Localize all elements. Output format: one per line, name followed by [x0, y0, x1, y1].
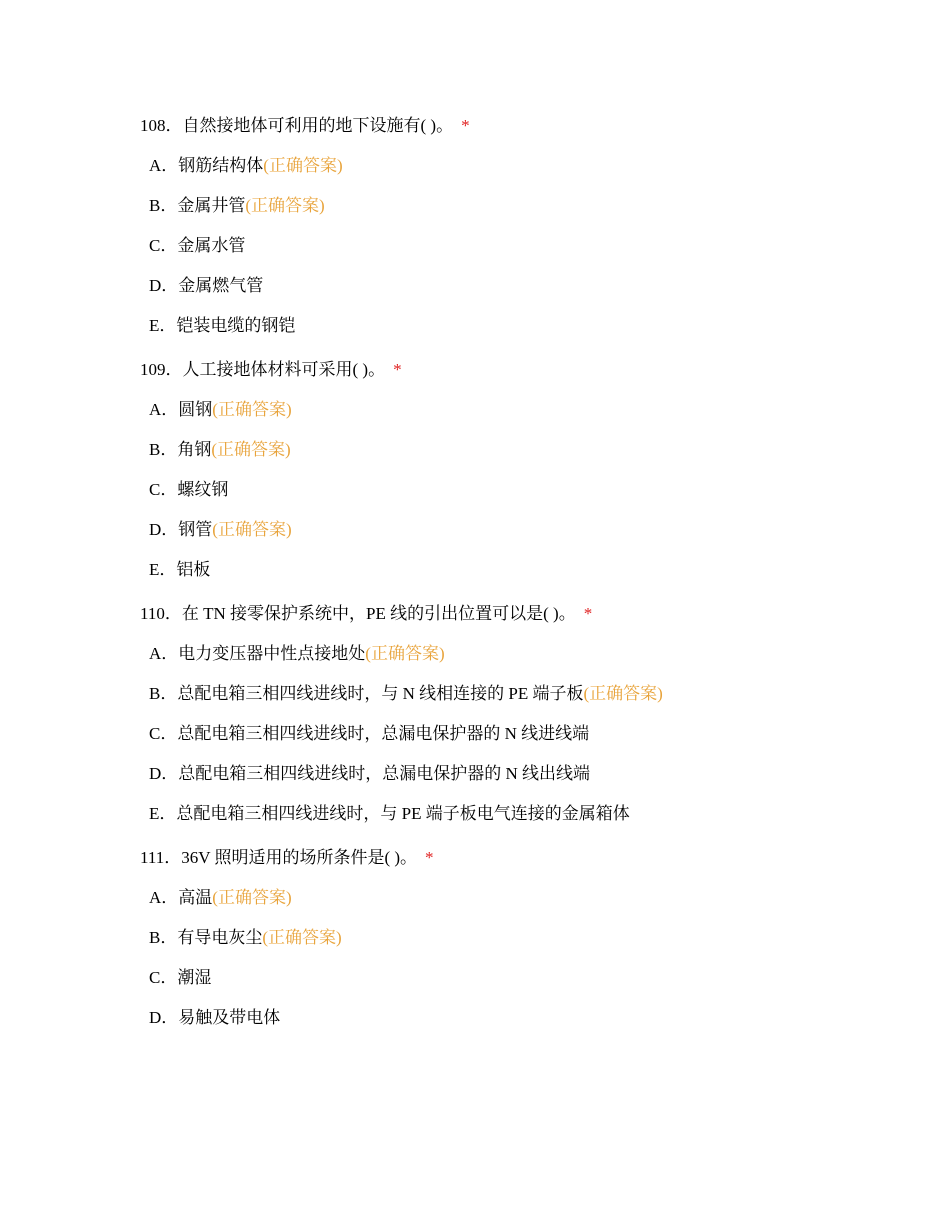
question-text: 108．自然接地体可利用的地下设施有( )。 [140, 116, 454, 135]
option-text: A．圆钢 [149, 400, 213, 419]
option-text: D．易触及带电体 [149, 1008, 281, 1027]
required-star: * [425, 848, 434, 867]
option-text: E．铠装电缆的钢铠 [149, 316, 296, 335]
question-text: 110．在 TN 接零保护系统中，PE 线的引出位置可以是( )。 [140, 604, 576, 623]
option-b[interactable] [140, 430, 920, 470]
option-text: D．钢管 [149, 520, 213, 539]
option-d[interactable] [140, 510, 920, 550]
question-108 [140, 108, 920, 346]
option-c[interactable] [140, 714, 920, 754]
option-b[interactable] [140, 918, 920, 958]
option-d[interactable] [140, 266, 920, 306]
option-text: E．铝板 [149, 560, 211, 579]
question-title [140, 352, 920, 388]
correct-answer-label: (正确答案) [211, 440, 291, 459]
correct-answer-label: (正确答案) [245, 196, 325, 215]
option-a[interactable] [140, 878, 920, 918]
correct-answer-label: (正确答案) [212, 888, 292, 907]
option-text: D．金属燃气管 [149, 276, 264, 295]
question-title [140, 108, 920, 144]
option-text: A．钢筋结构体 [149, 156, 264, 175]
correct-answer-label: (正确答案) [263, 156, 343, 175]
option-c[interactable] [140, 470, 920, 510]
option-a[interactable] [140, 146, 920, 186]
option-text: B．金属井管 [149, 196, 246, 215]
option-e[interactable] [140, 794, 920, 834]
option-text: A．高温 [149, 888, 213, 907]
question-111 [140, 840, 920, 1038]
option-e[interactable] [140, 306, 920, 346]
required-star: * [583, 604, 593, 623]
option-text: A．电力变压器中性点接地处 [149, 644, 366, 663]
option-a[interactable] [140, 634, 920, 674]
option-text: C．金属水管 [149, 236, 246, 255]
option-text: C．螺纹钢 [149, 480, 229, 499]
correct-answer-label: (正确答案) [212, 400, 292, 419]
option-text: B．有导电灰尘 [149, 928, 263, 947]
option-e[interactable] [140, 550, 920, 590]
correct-answer-label: (正确答案) [583, 684, 663, 703]
option-text: B．角钢 [149, 440, 212, 459]
correct-answer-label: (正确答案) [365, 644, 445, 663]
option-b[interactable] [140, 186, 920, 226]
correct-answer-label: (正确答案) [262, 928, 342, 947]
option-a[interactable] [140, 390, 920, 430]
required-star: * [393, 360, 402, 379]
correct-answer-label: (正确答案) [212, 520, 292, 539]
option-c[interactable] [140, 958, 920, 998]
required-star: * [461, 116, 470, 135]
question-text: 111．36V 照明适用的场所条件是( )。 [140, 848, 418, 867]
option-d[interactable] [140, 998, 920, 1038]
option-c[interactable] [140, 226, 920, 266]
option-d[interactable] [140, 754, 920, 794]
question-title [140, 596, 920, 632]
question-title [140, 840, 920, 876]
question-list [140, 108, 920, 1038]
option-text: D．总配电箱三相四线进线时，总漏电保护器的 N 线出线端 [149, 764, 591, 783]
option-text: C．潮湿 [149, 968, 212, 987]
question-109 [140, 352, 920, 590]
option-text: E．总配电箱三相四线进线时，与 PE 端子板电气连接的金属箱体 [149, 804, 630, 823]
option-text: B．总配电箱三相四线进线时，与 N 线相连接的 PE 端子板 [149, 684, 584, 703]
question-110 [140, 596, 920, 834]
question-text: 109．人工接地体材料可采用( )。 [140, 360, 386, 379]
option-text: C．总配电箱三相四线进线时，总漏电保护器的 N 线进线端 [149, 724, 590, 743]
option-b[interactable] [140, 674, 920, 714]
